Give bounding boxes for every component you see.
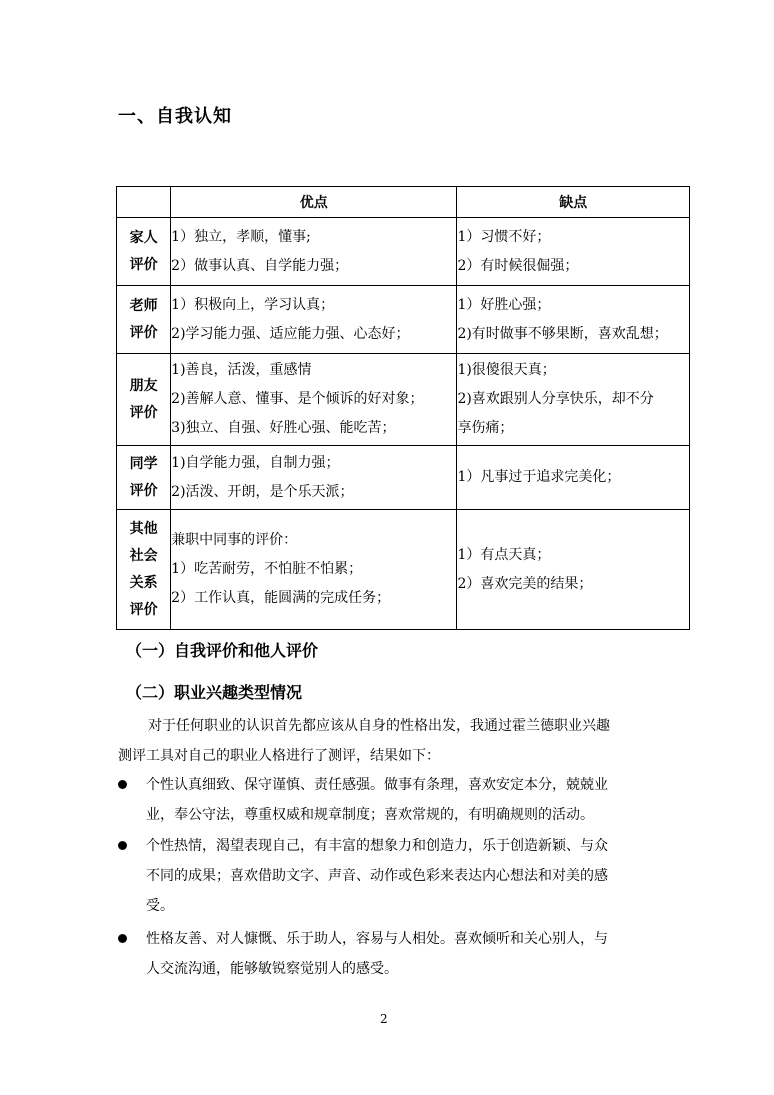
pros-item: 兼职中同事的评价： — [171, 532, 298, 548]
cons-item: 1）凡事过于追求完美化； — [457, 469, 621, 485]
bullet-text — [146, 770, 680, 830]
bullet-item — [118, 831, 680, 921]
bullet-item — [118, 924, 680, 984]
cons-item: 1)很傻很天真； — [457, 362, 556, 378]
bullet-line: 性格友善、对人慷慨、乐于助人，容易与人相处。喜欢倾听和关心别人，与 — [146, 931, 608, 947]
table-row — [117, 354, 690, 446]
pros-cell — [171, 286, 457, 354]
table-header-cons: 缺点 — [457, 187, 690, 218]
table-row — [117, 510, 690, 630]
cons-item: 2）有时候很倔强； — [457, 257, 579, 274]
cons-item: 1）有点天真； — [457, 546, 551, 563]
bullet-item — [118, 770, 680, 830]
pros-item: 1）独立，孝顺，懂事; — [171, 228, 311, 245]
category-line: 评价 — [129, 404, 158, 421]
cons-item: 2）喜欢完美的结果； — [457, 575, 593, 592]
cons-item: 2)喜欢跟别人分享快乐，却不分 — [457, 391, 654, 407]
table-header-row — [117, 187, 690, 218]
table-header-pros: 优点 — [171, 187, 457, 218]
paragraph-line: 测评工具对自己的职业人格进行了测评，结果如下： — [118, 748, 440, 764]
row-category — [117, 510, 171, 630]
intro-paragraph — [118, 711, 678, 771]
pros-item: 1）积极向上，学习认真； — [171, 296, 335, 313]
pros-item: 2)活泼、开朗，是个乐天派； — [171, 483, 354, 500]
bullet-line: 受。 — [146, 898, 174, 914]
paragraph-line: 对于任何职业的认识首先都应该从自身的性格出发，我通过霍兰德职业兴趣 — [148, 718, 610, 734]
pros-item: 1)自学能力强，自制力强； — [171, 454, 340, 471]
row-category — [117, 354, 171, 446]
cons-item: 1）好胜心强； — [457, 296, 551, 313]
pros-item: 2)善解人意、懂事、是个倾诉的好对象； — [171, 391, 424, 407]
pros-cell — [171, 218, 457, 286]
row-category — [117, 218, 171, 286]
table-row — [117, 286, 690, 354]
cons-item: 享伤痛； — [457, 420, 514, 436]
subheading-career-interest: （二）职业兴趣类型情况 — [126, 683, 303, 702]
cons-cell — [457, 286, 690, 354]
bullet-line: 个性认真细致、保守谨慎、责任感强。做事有条理，喜欢安定本分，兢兢业 — [146, 777, 608, 793]
bullet-line: 业，奉公守法，尊重权威和规章制度；喜欢常规的，有明确规则的活动。 — [146, 807, 594, 823]
bullet-text — [146, 831, 680, 921]
cons-cell — [457, 218, 690, 286]
bullet-dot-icon — [118, 780, 127, 789]
bullet-line: 人交流沟通，能够敏锐察觉别人的感受。 — [146, 961, 398, 977]
page-number: 2 — [380, 1012, 388, 1026]
pros-item: 2）工作认真，能圆满的完成任务； — [171, 590, 391, 606]
pros-cell — [171, 354, 457, 446]
category-line: 评价 — [129, 482, 158, 499]
category-line: 评价 — [129, 324, 158, 341]
bullet-text — [146, 924, 680, 984]
bullet-line: 个性热情，渴望表现自己，有丰富的想象力和创造力，乐于创造新颖、与众 — [146, 838, 608, 854]
row-category — [117, 446, 171, 510]
subheading-self-evaluation: （一）自我评价和他人评价 — [126, 641, 319, 660]
category-line: 同学 — [129, 455, 158, 472]
category-line: 老师 — [129, 297, 158, 314]
table-header-category — [117, 187, 171, 218]
pros-item: 1）吃苦耐劳，不怕脏不怕累； — [171, 561, 363, 577]
evaluation-table — [116, 186, 690, 630]
pros-cell — [171, 446, 457, 510]
bullet-line: 不同的成果；喜欢借助文字、声音、动作或色彩来表达内心想法和对美的感 — [146, 868, 608, 884]
category-line: 朋友 — [129, 377, 158, 394]
cons-cell — [457, 510, 690, 630]
category-line: 评价 — [129, 256, 158, 273]
category-line: 家人 — [129, 229, 158, 246]
section-heading: 一、自我认知 — [118, 106, 232, 127]
bullet-dot-icon — [118, 841, 127, 850]
pros-cell — [171, 510, 457, 630]
cons-item: 2)有时做事不够果断，喜欢乱想； — [457, 325, 668, 342]
pros-item: 3)独立、自强、好胜心强、能吃苦； — [171, 420, 396, 436]
pros-item: 1)善良，活泼，重感情 — [171, 362, 312, 378]
pros-item: 2）做事认真、自学能力强； — [171, 257, 349, 274]
category-line: 评价 — [129, 601, 158, 618]
category-line: 其他 — [129, 520, 158, 537]
cons-cell — [457, 354, 690, 446]
cons-cell — [457, 446, 690, 510]
cons-item: 1）习惯不好； — [457, 228, 551, 245]
pros-item: 2)学习能力强、适应能力强、心态好； — [171, 325, 410, 342]
table-row — [117, 218, 690, 286]
category-line: 社会 — [129, 547, 158, 564]
row-category — [117, 286, 171, 354]
category-line: 关系 — [129, 574, 158, 591]
bullet-dot-icon — [118, 934, 127, 943]
table-row — [117, 446, 690, 510]
